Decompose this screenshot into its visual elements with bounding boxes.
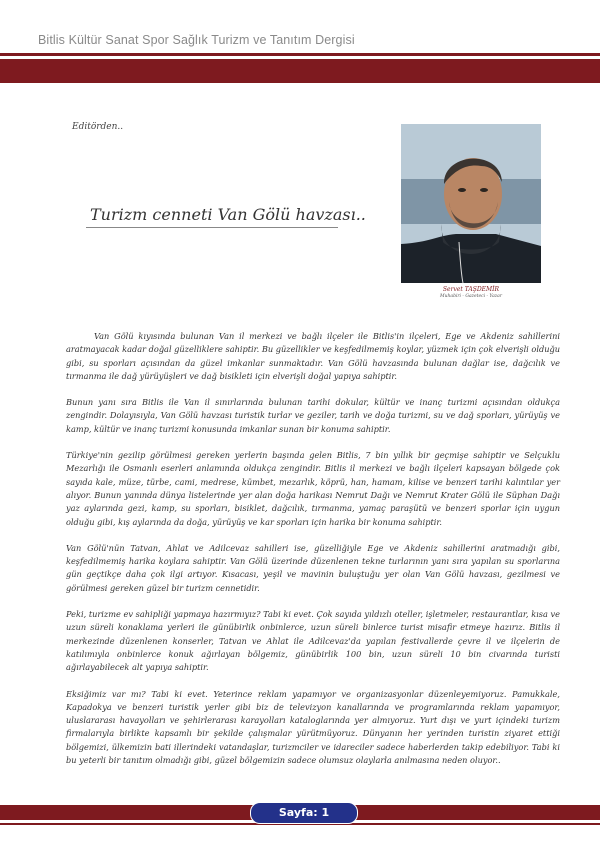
author-portrait-icon (401, 124, 541, 283)
header-band (0, 59, 600, 83)
page-number-badge: Sayfa: 1 (250, 802, 358, 824)
article-body (66, 330, 560, 767)
magazine-title: Bitlis Kültür Sanat Spor Sağlık Turizm ve Tanıtım Dergisi (38, 33, 355, 47)
section-label: Editörden.. (72, 122, 124, 132)
paragraph: Van Gölü'nün Tatvan, Ahlat ve Adilcevaz sahilleri ise, güzelliğiyle Ege ve Akdeniz sahillerini aratmadığı gibi, keşfedilmemiş harika koylara sahiptir. Van Gölü üzerinde düzenlenen tekne turlarının yanı sıra yapılan su sporlarına gün geçtikçe daha çok ilgi artıyor. Kısacası, yeşil ve mavinin buluştuğu yer olan Van Gölü havzası, gezilmesi ve görülmesi gereken güzel bir turizm cennetidir. (66, 542, 560, 593)
title-underline (86, 227, 338, 228)
author-name: Servet TAŞDEMİR (442, 286, 500, 293)
header-rule (0, 53, 600, 56)
paragraph: Peki, turizme ev sahipliği yapmaya hazırmıyız? Tabi ki evet. Çok sayıda yıldızlı oteller, işletmeler, restaurantlar, kısa ve uzun süreli konaklama yerleri ile günübirlik onbinlerce, uzun süreli binlerce turist misafir etmeye hazırız. Bitlis il merkezinde düzenlenen konserler, Tatvan ve Ahlat ile Adilcevaz'da yapılan festivallerde çevre il ve ilçelerin de katılımıyla onbinlerce konuk ağırlayan bölgemiz, günübirlik 100 bin, uzun süreli 10 bin civarında turisti ağırlayabilecek alt yapıya sahiptir. (66, 609, 560, 673)
author-roles: Muhabiri - Gazeteci - Yazar (439, 294, 502, 299)
paragraph: Eksiğimiz var mı? Tabi ki evet. Yeterince reklam yapamıyor ve organizasyonlar düzenleyemiyoruz. Pamukkale, Kapadokya ve benzeri turistik yerler gibi biz de televizyon kanallarında ve programlarında reklam yapamıyor, uluslararası havayolları ve şehirlerarası karayolları kataloglarında yer almıyoruz. Yurt dışı ve yurt içindeki turizm firmalarıyla birlikte kapsamlı bir şekilde çalışmalar yürütmüyoruz. Dünyanın her yerinden turistin ziyaret ettiği bölgemizi, ülkemizin bati illerindeki vatandaşlar, turizmciler ve idareciler sadece haberlerden takip edebiliyor. Tabi ki bu yeterli bir tanıtım olmadığı gibi, güzel bölgemizin sadece olumsuz olaylarla anılmasına neden oluyor.. (66, 688, 560, 766)
paragraph: Türkiye'nin gezilip görülmesi gereken yerlerin başında gelen Bitlis, 7 bin yıllık bir geçmişe sahiptir ve Selçuklu Mezarlığı ile Osmanlı eserleri anlamında oldukça zengindir. Bitlis il merkezi ve bağlı ilçeleri kapsayan bölgede çok sayıda kale, müze, türbe, cami, medrese, kümbet, mezarlık, köprü, han, hamam, kilise ve benzeri tarihi kalıntılar yer alıyor. Bunun yanında dünya listelerinde yer alan doğa harikası Nemrut Dağı ve Nemrut Krater Gölü ile Süphan Dağı yaz aylarında gezi, kamp, su sporları, bisiklet, dağcılık, tırmanma, yamaç paraşütü ve benzeri sporlar için uygun olduğu gibi, kış aylarında da doğa, yürüyüş ve kar sporları için harika bir konuma sahiptir. (66, 450, 560, 527)
paragraph: Van Gölü kıyısında bulunan Van il merkezi ve bağlı ilçeler ile Bitlis'in ilçeleri, Ege ve Akdeniz sahillerini aratmayacak kadar doğal güzelliklere sahiptir. Bu güzellikler ve keşfedilmemiş koylar, yüzmek için çok elverişli olduğu gibi, su sporları açısından da güzel imkanlar sunmaktadır. Van Gölü havzasında bulunan dağlar ise, dağcılık ve tırmanma ile dağ yürüyüşleri ve dağ bisikleti için elverişli doğal yapıya sahiptir. (66, 331, 560, 381)
article-title: Turizm cenneti Van Gölü havzası.. (90, 205, 366, 224)
paragraph: Bunun yanı sıra Bitlis ile Van il sınırlarında bulunan tarihi dokular, kültür ve inanç turizmi açısından oldukça zengindir. Dolayısıyla, Van Gölü havzası turistik turlar ve geziler, tarih ve doğa turizmi, su ve dağ sporları, yürüyüş ve kamp, kültür ve inanç turizmi konusunda imkanlar sunan bir konuma sahiptir. (66, 397, 560, 434)
author-photo (401, 124, 541, 283)
